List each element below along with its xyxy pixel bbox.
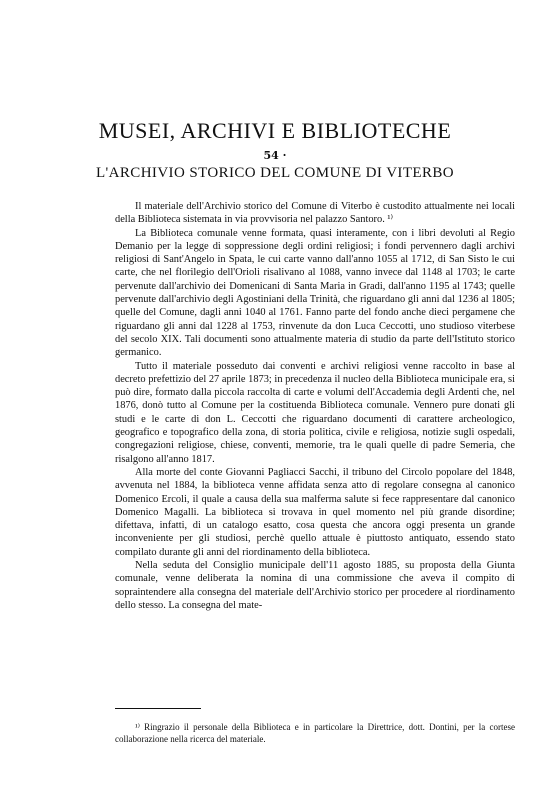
article-title: L'ARCHIVIO STORICO DEL COMUNE DI VITERBO xyxy=(95,165,454,181)
footnote: ¹⁾ Ringrazio il personale della Biblioteca e in particolare la Direttrice, dott. Dontini, per la cortese collaborazione nella ricerca del materiale. xyxy=(115,722,515,744)
page-mark: 54 · xyxy=(263,149,287,162)
section-title: MUSEI, ARCHIVI E BIBLIOTECHE xyxy=(98,118,452,143)
paragraph: Alla morte del conte Giovanni Pagliacci Sacchi, il tribuno del Circolo popolare del 1848, avvenuta nel 1884, la biblioteca venne affidata senza atto di regolare consegna al canonico Domenico Ercoli, il quale a causa della sua malferma salute si fece rappresentare dal canonico Domenico Magalli. La biblioteca si trovava in quel momento nel più grande disordine; difettava, infatti, di un catalogo esatto, cosa questa che ancora oggi presenta un grande inconveniente per gli studiosi, perchè quello attuale è piuttosto antiquato, essendo stato compilato durante gli anni del riordinamento della biblioteca. xyxy=(115,466,515,558)
paragraph: Il materiale dell'Archivio storico del Comune di Viterbo è custodito attualmente nei locali della Biblioteca sistemata in via provvisoria nel palazzo Santoro. ¹⁾ xyxy=(115,201,515,226)
paragraph: Nella seduta del Consiglio municipale dell'11 agosto 1885, su proposta della Giunta comunale, venne deliberata la nomina di una commissione che aveva il compito di sopraintendere alla consegna del materiale dell'Archivio storico per procedere al riordinamento dello stesso. La consegna del mate- xyxy=(115,560,515,611)
footnote-divider xyxy=(115,708,201,709)
paragraph: Tutto il materiale posseduto dai conventi e archivi religiosi venne raccolto in base al decreto prefettizio del 27 aprile 1873; in precedenza il nucleo della Biblioteca municipale era, si può dire, formato dalla piccola raccolta di carte e volumi dell'Accademia degli Ardenti che, nel 1876, donò tutto al Comune per la costituenda Biblioteca comunale. Vennero pure donati gli studi e le carte di don L. Ceccotti che riguardano documenti di carattere archeologico, geografico e topografico della zona, di storia politica, civile e religiosa, notizie sugli ospedali, congregazioni religiose, chiese, conventi, memorie, tra le quali quelle di padre Semeria, che risalgono all'anno 1817. xyxy=(115,360,515,465)
paragraph: La Biblioteca comunale venne formata, quasi interamente, con i libri devoluti al Regio Demanio per la legge di soppressione degli ordini religiosi; i fondi pervennero dagli archivi religiosi di Sant'Angelo in Spata, le cui carte vanno dall'anno 1055 al 1712, di San Sisto le cui carte, che nel florilegio dell'Orioli risalivano al 1088, vanno invece dal 1148 al 1703; le carte pervenute dall'archivio dei Domenicani di Santa Maria in Gradi, dall'anno 1195 al 1743; quelle pervenute dall'archivio degli Agostiniani della Trinità, che riguardano gli anni dal 1236 al 1805; quelle del Comune, dagli anni 1040 al 1761. Fanno parte del fondo anche dieci pergamene che riguardano gli anni dal 1228 al 1753, rinvenute da don Luca Ceccotti, uno studioso viterbese del secolo XIX. Tali documenti sono attualmente materia di studio da parte dell'Istituto storico germanico. xyxy=(115,227,515,359)
article-body xyxy=(115,200,515,612)
